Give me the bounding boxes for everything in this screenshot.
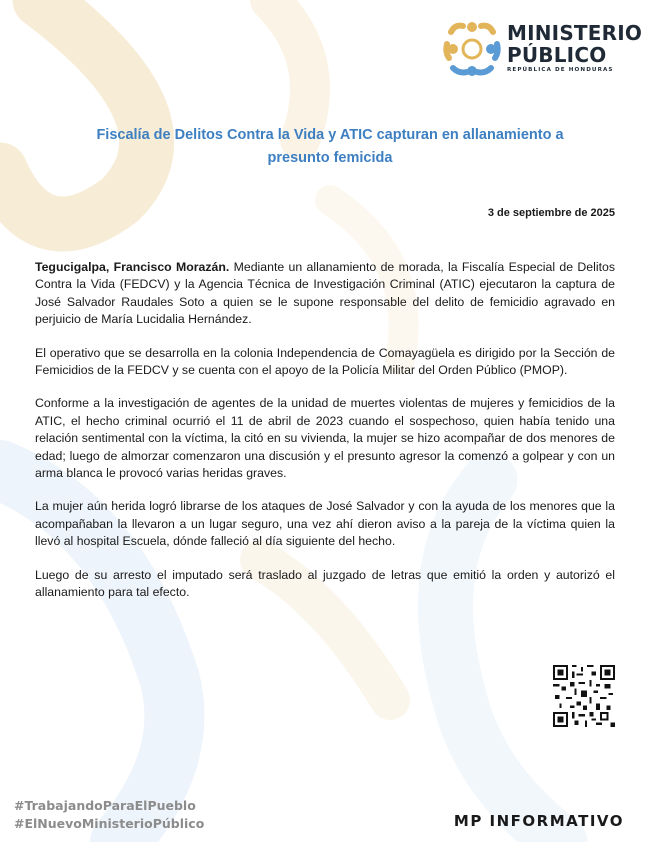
paragraph-5: Luego de su arresto el imputado será traslado al juzgado de letras que emitió la orden y autorizó el allanamiento para tal efecto. (35, 567, 615, 600)
paragraph-1-text: Mediante un allanamiento de morada, la Fiscalía Especial de Delitos Contra la Vida (FEDCV) y la Agencia Técnica de Investigación Criminal (ATIC) ejecutaron la captura de José Salvador Raudales Soto a quien se le supone responsable del delito de femicidio agravado en perjuicio de María Lucidalia Hernández. (35, 260, 615, 327)
paragraph-3: Conforme a la investigación de agentes de la unidad de muertes violentas de mujeres y femicidios de la ATIC, el hecho criminal ocurrió el 11 de abril de 2023 cuando el sospechoso, quien había tenido una relación sentimental con la víctima, la citó en su vivienda, la mujer se hizo acompañar de dos menores de edad; luego de almorzar comenzaron una discusión y el presunto agresor la comenzó a golpear y con un arma blanca le provocó varias heridas graves. (35, 396, 615, 481)
logo-title-line2: PÚBLICO (507, 43, 607, 67)
footer-hashtags (14, 797, 204, 833)
dateline: Tegucigalpa, Francisco Morazán. (35, 260, 230, 274)
article-body (35, 259, 615, 618)
hashtag-trabajando[interactable]: #TrabajandoParaElPueblo (14, 798, 196, 813)
qr-code-icon[interactable] (553, 665, 615, 727)
paragraph-2: El operativo que se desarrolla en la colonia Independencia de Comayagüela es dirigido por la Sección de Femicidios de la FEDCV y se cuenta con el apoyo de la Policía Militar del Orden Público (PMOP). (35, 345, 615, 378)
logo-subtitle: REPÚBLICA DE HONDURAS (507, 67, 614, 73)
hashtag-nuevo-ministerio[interactable]: #ElNuevoMinisterioPúblico (14, 816, 205, 831)
mp-informativo-label: MP INFORMATIVO (453, 812, 624, 830)
press-release-title: Fiscalía de Delitos Contra la Vida y ATIC capturan en allanamiento a presunto femicida (96, 127, 564, 166)
logo-title-line1: MINISTERIO (507, 21, 643, 45)
logo-emblem-icon (441, 18, 503, 80)
paragraph-1 (35, 259, 615, 329)
publication-date: 3 de septiembre de 2025 (487, 207, 615, 219)
ministerio-publico-logo (441, 18, 643, 78)
paragraph-4: La mujer aún herida logró librarse de los ataques de José Salvador y con la ayuda de los menores que la acompañaban la llevaron a un lugar seguro, una vez ahí dieron aviso a la pareja de la víctima quien la llevó al hospital Escuela, dónde falleció al día siguiente del hecho. (35, 499, 615, 549)
